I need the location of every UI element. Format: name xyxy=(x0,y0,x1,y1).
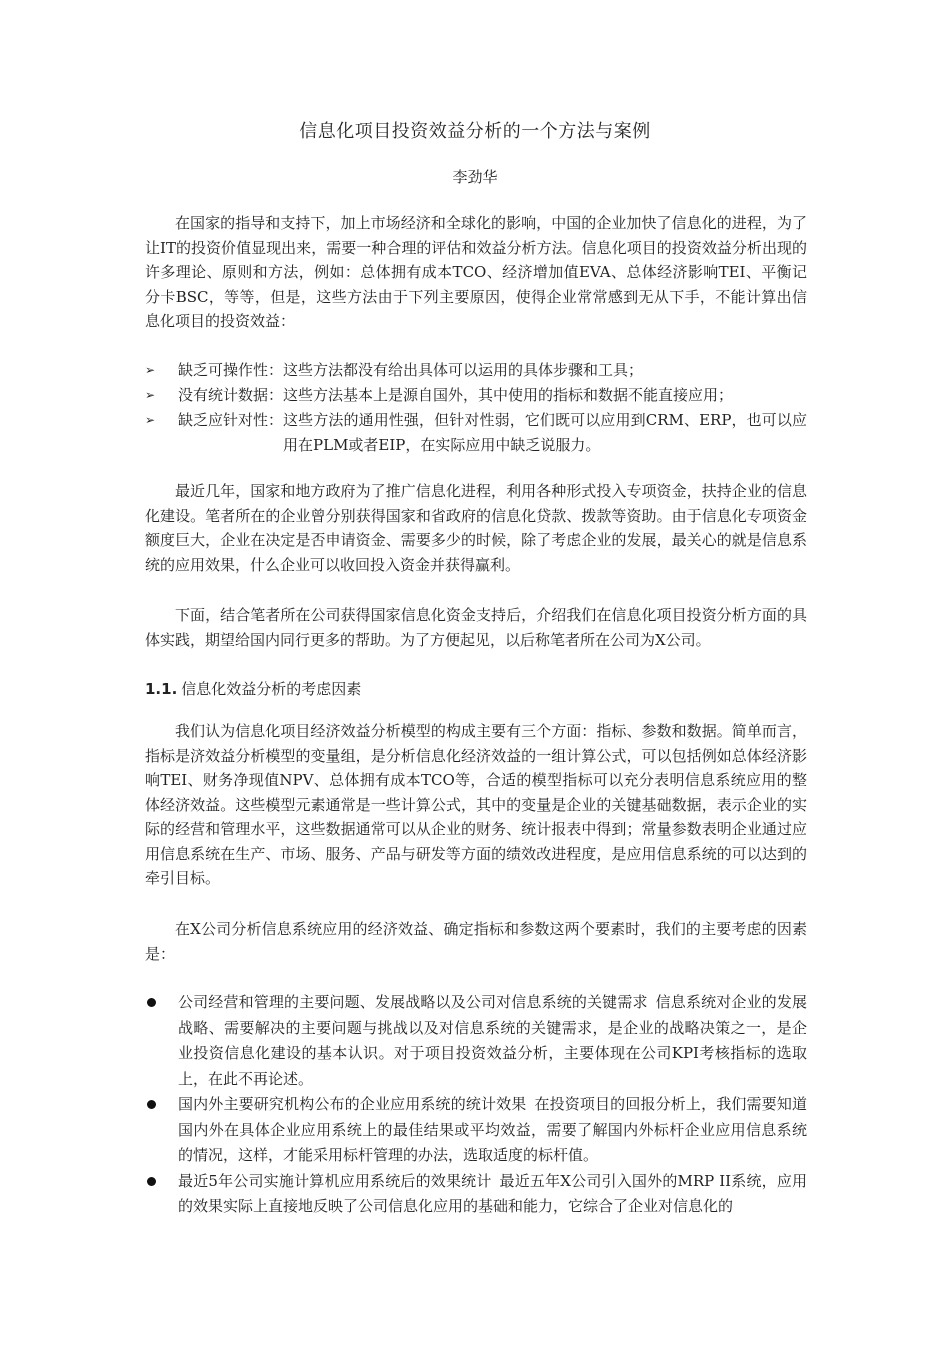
list-item-lead: 公司经营和管理的主要问题、发展战略以及公司对信息系统的关键需求 xyxy=(178,993,648,1011)
list-item-text: 这些方法基本上是源自国外，其中使用的指标和数据不能直接应用； xyxy=(283,386,734,404)
list-item-label: 缺乏可操作性： xyxy=(178,361,284,379)
list-item-lead: 国内外主要研究机构公布的企业应用系统的统计效果 xyxy=(178,1095,527,1113)
list-item xyxy=(145,1092,807,1169)
list-item xyxy=(145,358,807,383)
practice-paragraph: 下面，结合笔者所在公司获得国家信息化资金支持后，介绍我们在信息化项目投资分析方面的具体实践，期望给国内同行更多的帮助。为了方便起见，以后称笔者所在公司为X公司。 xyxy=(145,606,807,649)
factor-list xyxy=(145,990,807,1220)
problem-list xyxy=(145,358,807,458)
list-item-text: 最近五年X公司引入国外的MRP II系统，应用的效果实际上直接地反映了公司信息化应用的基础和能力，它综合了企业对信息化的 xyxy=(178,1171,808,1215)
list-item-text: 这些方法都没有给出具体可以运用的具体步骤和工具； xyxy=(283,361,644,379)
list-item-label: 缺乏应针对性： xyxy=(178,411,284,429)
section-title: 信息化效益分析的考虑因素 xyxy=(181,680,362,698)
document-title: 信息化项目投资效益分析的一个方法与案例 xyxy=(299,121,651,142)
list-item-text: 这些方法的通用性强，但针对性弱，它们既可以应用到CRM、ERP，也可以应用在PLM或者EIP，在实际应用中缺乏说服力。 xyxy=(283,411,807,454)
list-item-label: 没有统计数据： xyxy=(178,386,284,404)
list-item-text: 信息系统对企业的发展战略、需要解决的主要问题与挑战以及对信息系统的关键需求，是企业的战略决策之一，是企业投资信息化建设的基本认识。对于项目投资效益分析，主要体现在公司KPI考核指标的选取上，在此不再论述。 xyxy=(178,993,807,1088)
intro-paragraph: 在国家的指导和支持下，加上市场经济和全球化的影响，中国的企业加快了信息化的进程，为了让IT的投资价值显现出来，需要一种合理的评估和效益分析方法。信息化项目的投资效益分析出现的许多理论、原则和方法，例如：总体拥有成本TCO、经济增加值EVA、总体经济影响TEI、平衡记分卡BSC，等等，但是，这些方法由于下列主要原因，使得企业常常感到无从下手，不能计算出信息化项目的投资效益： xyxy=(145,214,807,330)
section-number: 1.1. xyxy=(145,680,178,698)
arrow-bullet-icon: ➢ xyxy=(145,363,156,377)
funding-paragraph: 最近几年，国家和地方政府为了推广信息化进程，利用各种形式投入专项资金，扶持企业的信息化建设。笔者所在的企业曾分别获得国家和省政府的信息化贷款、拨款等资助。由于信息化专项资金额度巨大，企业在决定是否申请资金、需要多少的时候，除了考虑企业的发展，最关心的就是信息系统的应用效果，什么企业可以收回投入资金并获得赢利。 xyxy=(145,482,807,574)
list-item-lead: 最近5年公司实施计算机应用系统后的效果统计 xyxy=(178,1171,492,1190)
document-author: 李劲华 xyxy=(452,168,498,186)
model-paragraph: 我们认为信息化项目经济效益分析模型的构成主要有三个方面：指标、参数和数据。简单而言，指标是济效益分析模型的变量组，是分析信息化经济效益的一组计算公式，可以包括例如总体经济影响TEI、财务净现值NPV、总体拥有成本TCO等，合适的模型指标可以充分表明信息系统应用的整体经济效益。这些模型元素通常是一些计算公式，其中的变量是企业的关键基础数据，表示企业的实际的经营和管理水平，这些数据通常可以从企业的财务、统计报表中得到；常量参数表明企业通过应用信息系统在生产、市场、服务、产品与研发等方面的绩效改进程度，是应用信息系统的可以达到的牵引目标。 xyxy=(145,722,807,887)
list-item xyxy=(145,990,807,1092)
arrow-bullet-icon: ➢ xyxy=(145,413,156,427)
arrow-bullet-icon: ➢ xyxy=(145,388,156,402)
list-item xyxy=(145,383,807,408)
list-item-text: 在投资项目的回报分析上，我们需要知道国内外在具体企业应用系统上的最佳结果或平均效益，需要了解国内外标杆企业应用信息系统的情况，这样，才能采用标杆管理的办法，选取适度的标杆值。 xyxy=(178,1095,807,1164)
section-heading xyxy=(145,678,361,699)
list-item xyxy=(145,408,807,458)
list-item xyxy=(145,1169,807,1220)
factors-intro-paragraph: 在X公司分析信息系统应用的经济效益、确定指标和参数这两个要素时，我们的主要考虑的因素是： xyxy=(145,920,807,963)
